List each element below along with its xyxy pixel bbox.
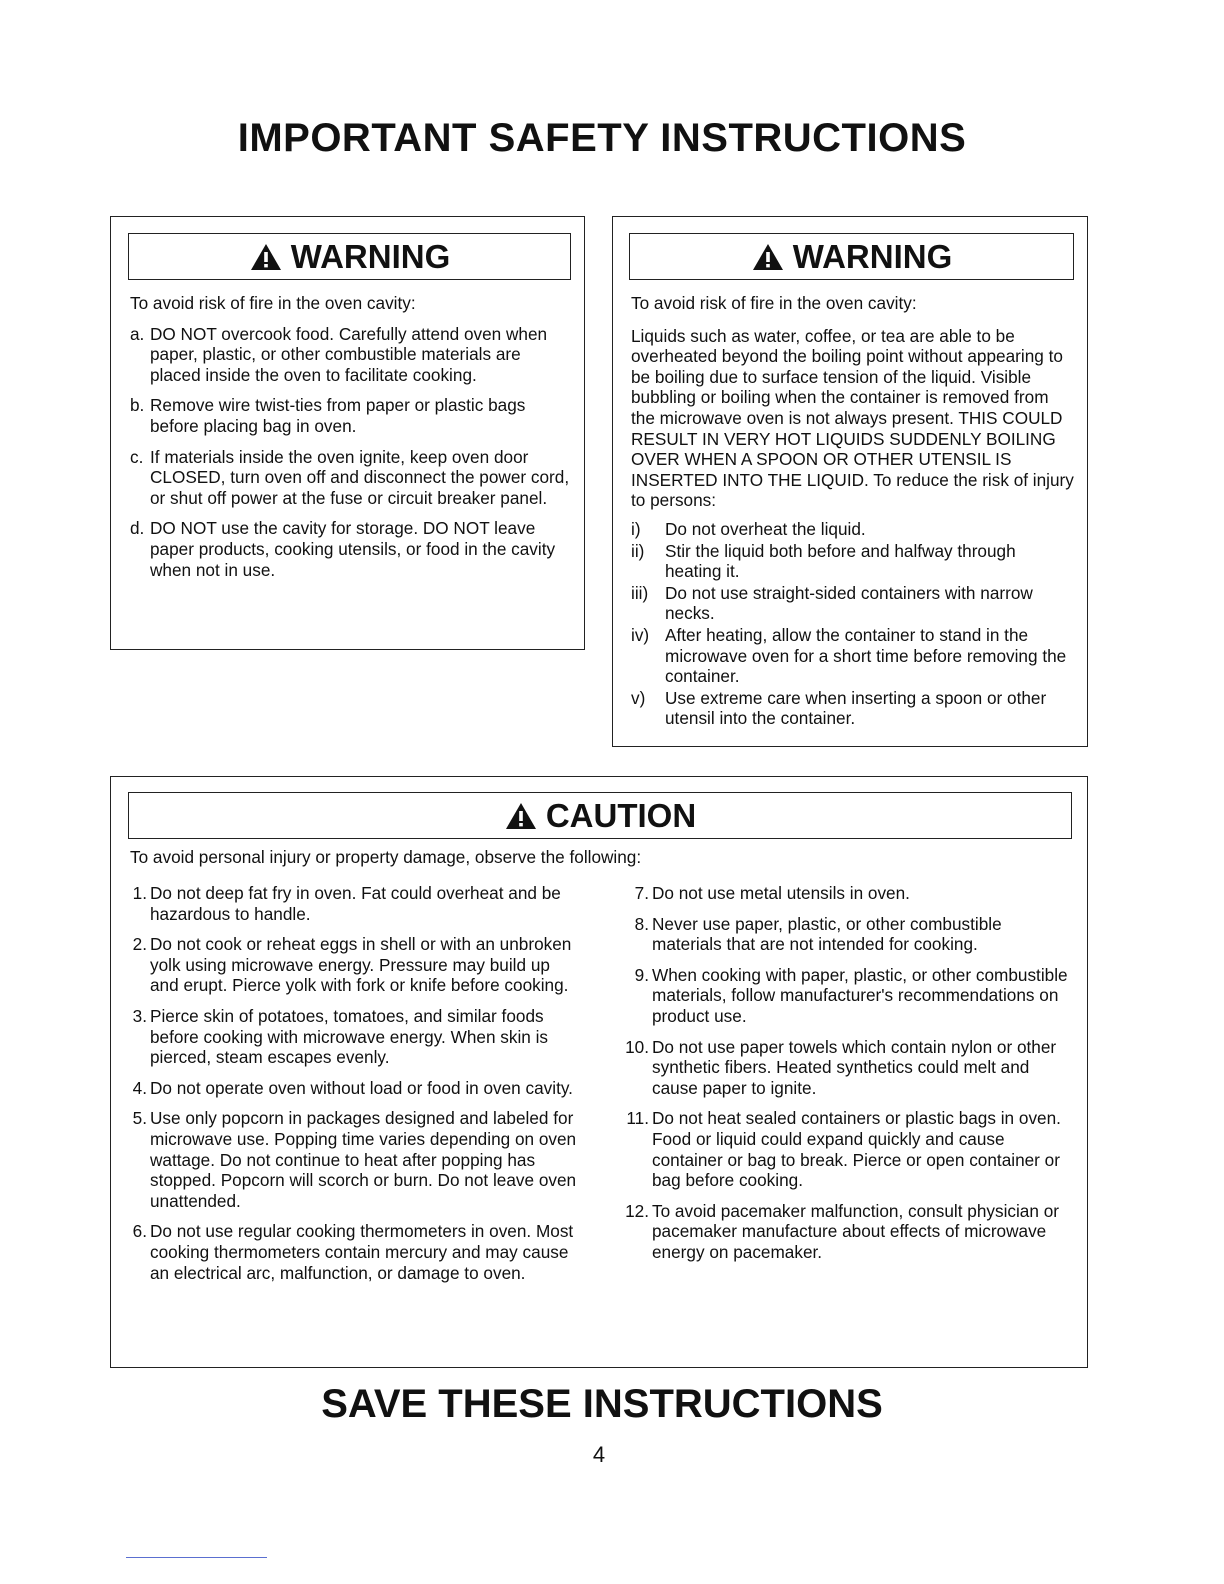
page-number: 4 xyxy=(592,1442,606,1467)
list-item-label: 10. xyxy=(625,1036,649,1057)
list-item xyxy=(130,447,576,509)
list-item xyxy=(611,1037,1075,1099)
warning-triangle-icon xyxy=(751,242,785,272)
list-item-label: ii) xyxy=(631,540,645,561)
list-item-text: Pierce skin of potatoes, tomatoes, and similar foods before cooking with microwave energy. When skin is pierced, steam escapes evenly. xyxy=(150,1005,549,1068)
list-item xyxy=(611,883,1075,904)
list-item-label: v) xyxy=(631,687,646,708)
caution-heading: CAUTION xyxy=(545,796,697,834)
warning-intro: To avoid risk of fire in the oven cavity: xyxy=(631,293,917,313)
list-item xyxy=(127,1006,583,1068)
list-item xyxy=(130,395,576,436)
list-item xyxy=(127,1221,583,1283)
list-item xyxy=(611,1201,1075,1263)
list-item xyxy=(130,518,576,580)
list-item-label: 5. xyxy=(132,1108,147,1129)
warning-left-content xyxy=(130,293,576,580)
list-item-label: 1. xyxy=(132,883,147,903)
list-item xyxy=(611,1108,1075,1190)
list-item-label: 8. xyxy=(634,913,649,934)
list-item-text: Do not use paper towels which contain nylon or other synthetic fibers. Heated synthetics could melt and cause paper to ignite. xyxy=(652,1036,1057,1098)
list-item xyxy=(130,324,576,386)
warning-left-list xyxy=(130,324,576,581)
list-item-text: Do not cook or reheat eggs in shell or with an unbroken yolk using microwave energy. Pressure may build up and erupt. Pierce yolk with fork or knife before cooking. xyxy=(150,934,572,996)
list-item-text: Use only popcorn in packages designed and labeled for microwave use. Popping time varies depending on oven wattage. Do not continue to heat after popping has stopped. Popcorn will scorch or burn. Do not leave oven unattended. xyxy=(150,1108,577,1211)
list-item xyxy=(127,1108,583,1211)
list-item xyxy=(631,688,1075,729)
list-item-text: Remove wire twist-ties from paper or plastic bags before placing bag in oven. xyxy=(150,395,526,436)
list-item-text: If materials inside the oven ignite, keep oven door CLOSED, turn oven off and disconnect the power cord, or shut off power at the fuse or circuit breaker panel. xyxy=(150,446,570,508)
list-item-text: After heating, allow the container to stand in the microwave oven for a short time before removing the container. xyxy=(665,624,1067,687)
warning-heading: WARNING xyxy=(290,237,451,275)
list-item-text: Never use paper, plastic, or other combustible materials that are not intended for cooking. xyxy=(652,913,1002,955)
list-item-text: Do not overheat the liquid. xyxy=(665,518,866,539)
list-item-label: 6. xyxy=(132,1221,147,1242)
list-item-text: To avoid pacemaker malfunction, consult physician or pacemaker manufacture about effects of microwave energy on pacemaker. xyxy=(652,1200,1059,1262)
list-item xyxy=(127,1078,583,1099)
save-instructions-title: SAVE THESE INSTRUCTIONS xyxy=(321,1382,883,1426)
list-item-text: When cooking with paper, plastic, or other combustible materials, follow manufacturer's recommendations on product use. xyxy=(652,964,1068,1026)
list-item-text: Do not heat sealed containers or plastic bags in oven. Food or liquid could expand quickly and cause container or bag to break. Pierce or open container or bag before cooking. xyxy=(652,1108,1061,1191)
list-item-text: Use extreme care when inserting a spoon or other utensil into the container. xyxy=(665,687,1047,729)
list-item-label: 2. xyxy=(132,934,147,955)
list-item-text: Stir the liquid both before and halfway through heating it. xyxy=(665,540,1016,582)
list-item xyxy=(611,914,1075,955)
list-item-label: 3. xyxy=(132,1005,147,1026)
list-item-text: Do not use metal utensils in oven. xyxy=(652,883,910,903)
list-item-text: DO NOT use the cavity for storage. DO NOT leave paper products, cooking utensils, or food in the cavity when not in use. xyxy=(150,518,556,580)
list-item-label: 11. xyxy=(626,1108,649,1129)
caution-banner xyxy=(128,792,1072,839)
list-item xyxy=(611,965,1075,1027)
caution-intro: To avoid personal injury or property damage, observe the following: xyxy=(130,847,642,867)
list-item xyxy=(631,519,1075,540)
warning-triangle-icon xyxy=(504,801,538,831)
list-item-text: DO NOT overcook food. Carefully attend oven when paper, plastic, or other combustible materials are placed inside the oven to facilitate cooking. xyxy=(150,323,548,385)
list-item-label: d. xyxy=(130,518,145,539)
list-item xyxy=(631,625,1075,687)
list-item-label: iii) xyxy=(631,582,649,603)
list-item-label: b. xyxy=(130,395,145,416)
list-item-label: iv) xyxy=(631,624,650,645)
list-item-text: Do not operate oven without load or food in oven cavity. xyxy=(150,1077,573,1098)
warning-right-list xyxy=(631,519,1075,729)
warning-right-content xyxy=(631,293,1075,729)
list-item-label: i) xyxy=(631,518,641,539)
warning-banner-left xyxy=(128,233,571,280)
list-item xyxy=(631,541,1075,582)
warning-paragraph: Liquids such as water, coffee, or tea are able to be overheated beyond the boiling point without appearing to be boiling due to surface tension of the liquid. Visible bubbling or boiling when the container is removed from the microwave oven is not always present. THIS COULD RESULT IN VERY HOT LIQUIDS SUDDENLY BOILING OVER WHEN A SPOON OR OTHER UTENSIL IS INSERTED INTO THE LIQUID. To reduce the risk of injury to persons: xyxy=(631,325,1074,511)
page-title: IMPORTANT SAFETY INSTRUCTIONS xyxy=(237,116,967,160)
list-item-label: a. xyxy=(130,323,145,344)
list-item xyxy=(127,883,583,924)
list-item-label: c. xyxy=(130,446,144,467)
list-item-label: 7. xyxy=(634,883,649,903)
list-item-label: 9. xyxy=(634,964,649,985)
caution-list-left xyxy=(127,883,583,1283)
list-item-text: Do not use regular cooking thermometers in oven. Most cooking thermometers contain mercury and may cause an electrical arc, malfunction, or damage to oven. xyxy=(150,1221,574,1283)
list-item-label: 12. xyxy=(625,1200,649,1221)
list-item xyxy=(631,583,1075,624)
warning-triangle-icon xyxy=(249,242,283,272)
warning-banner-right xyxy=(629,233,1074,280)
caution-list-right xyxy=(611,883,1075,1263)
list-item xyxy=(127,934,583,996)
warning-heading: WARNING xyxy=(792,237,953,275)
list-item-text: Do not use straight-sided containers with narrow necks. xyxy=(665,582,1033,624)
list-item-label: 4. xyxy=(132,1077,147,1098)
list-item-text: Do not deep fat fry in oven. Fat could overheat and be hazardous to handle. xyxy=(150,883,561,924)
footer-rule xyxy=(126,1557,267,1558)
warning-intro: To avoid risk of fire in the oven cavity: xyxy=(130,293,416,313)
